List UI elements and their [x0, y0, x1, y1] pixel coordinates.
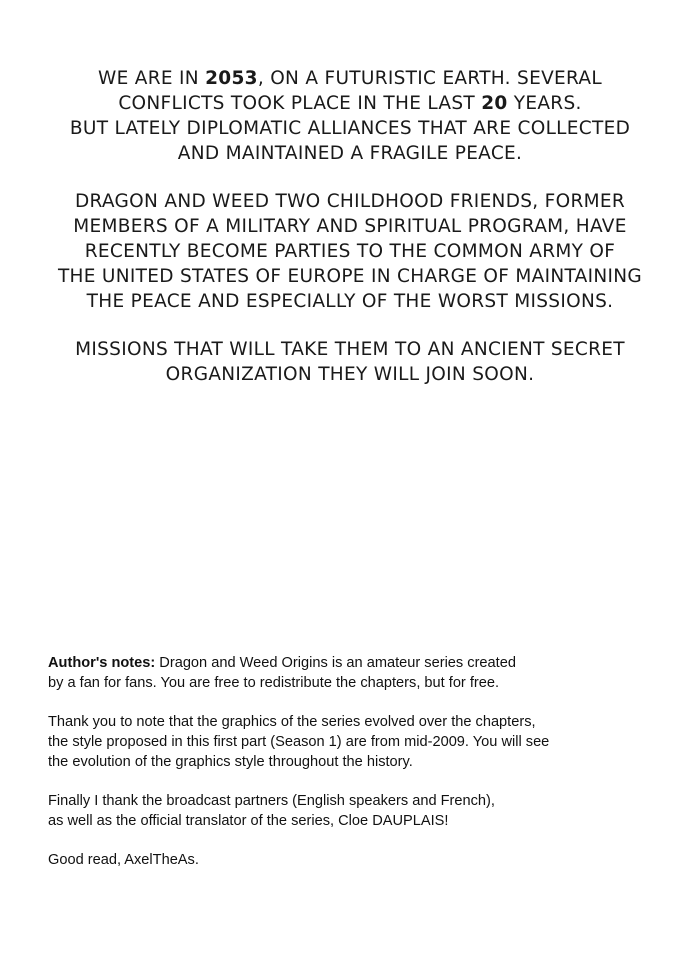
notes-label: Author's notes: [48, 655, 156, 671]
intro-line: CONFLICTS TOOK PLACE IN THE LAST 20 YEARS. [118, 93, 582, 114]
notes-paragraph [48, 712, 668, 772]
intro-paragraph [20, 189, 680, 314]
intro-line: THE UNITED STATES OF EUROPE IN CHARGE OF MAINTAINING [57, 266, 643, 287]
notes-line: as well as the official translator of the series, Cloe DAUPLAIS! [48, 813, 449, 829]
intro-line: MISSIONS THAT WILL TAKE THEM TO AN ANCIENT SECRET [75, 339, 625, 360]
notes-line: the style proposed in this first part (Season 1) are from mid-2009. You will see [48, 734, 550, 750]
years-number: 20 [481, 93, 508, 114]
notes-line: Thank you to note that the graphics of the series evolved over the chapters, [48, 714, 536, 730]
signature-line: Good read, AxelTheAs. [48, 852, 199, 868]
intro-line: MEMBERS OF A MILITARY AND SPIRITUAL PROGRAM, HAVE [73, 216, 627, 237]
notes-line: the evolution of the graphics style throughout the history. [48, 754, 413, 770]
intro-line: WE ARE IN 2053, ON A FUTURISTIC EARTH. SEVERAL [98, 68, 602, 89]
notes-line: Author's notes: Dragon and Weed Origins is an amateur series created [48, 655, 516, 671]
year-number: 2053 [205, 68, 258, 89]
intro-line: AND MAINTAINED A FRAGILE PEACE. [177, 143, 523, 164]
notes-paragraph [48, 653, 668, 693]
intro-line: BUT LATELY DIPLOMATIC ALLIANCES THAT ARE COLLECTED [69, 118, 631, 139]
notes-paragraph [48, 791, 668, 831]
intro-line: ORGANIZATION THEY WILL JOIN SOON. [165, 364, 535, 385]
intro-text-block [20, 66, 680, 410]
author-notes [48, 653, 668, 889]
intro-line: THE PEACE AND ESPECIALLY OF THE WORST MISSIONS. [86, 291, 614, 312]
notes-paragraph [48, 850, 668, 870]
intro-paragraph [20, 337, 680, 387]
intro-line: RECENTLY BECOME PARTIES TO THE COMMON ARMY OF [84, 241, 616, 262]
notes-line: Finally I thank the broadcast partners (English speakers and French), [48, 793, 495, 809]
intro-line: DRAGON AND WEED TWO CHILDHOOD FRIENDS, FORMER [74, 191, 626, 212]
notes-line: by a fan for fans. You are free to redistribute the chapters, but for free. [48, 675, 500, 691]
intro-paragraph [20, 66, 680, 166]
